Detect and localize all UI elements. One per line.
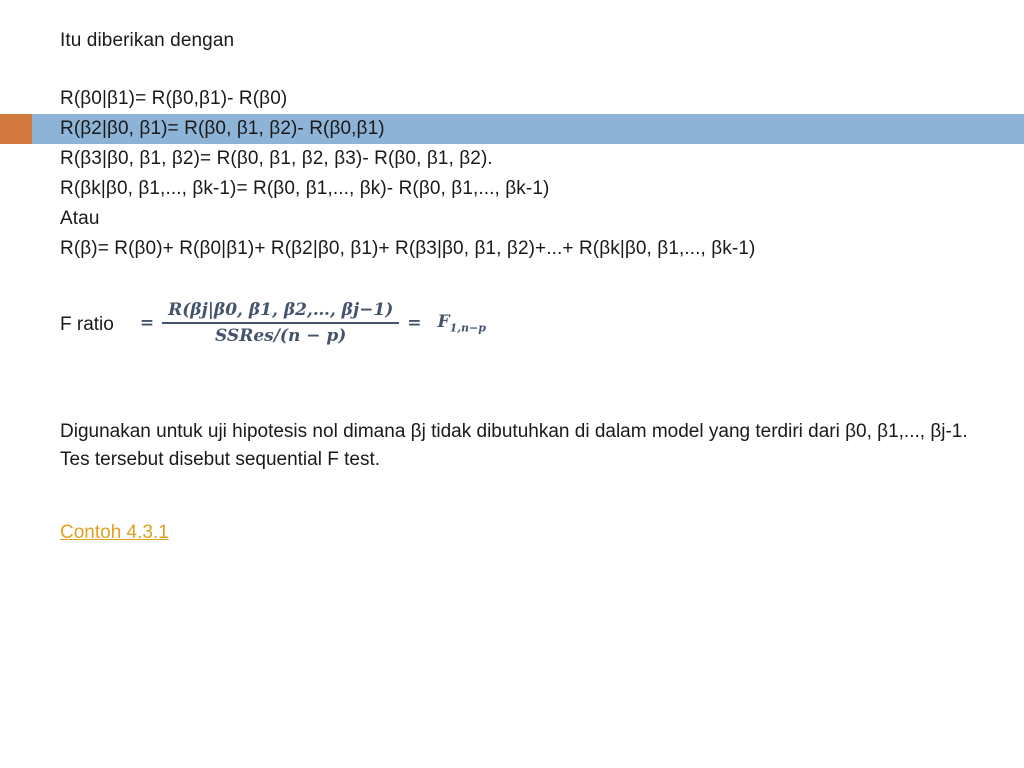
- formula-fraction: [162, 300, 399, 346]
- formula-result-subscript: 1,n−p: [449, 321, 486, 335]
- equation-line-4: R(βk|β0, β1,..., βk-1)= R(β0, β1,..., βk)- R(β0, β1,..., βk-1): [60, 178, 550, 199]
- spacer: [60, 346, 990, 418]
- equation-line-3: R(β3|β0, β1, β2)= R(β0, β1, β2, β3)- R(β0, β1, β2).: [60, 148, 493, 169]
- selection-marker: [0, 114, 32, 144]
- f-ratio-label: F ratio: [60, 314, 114, 335]
- example-link-row: [60, 522, 990, 544]
- formula-equals-1: =: [139, 313, 155, 333]
- atau-label: Atau: [60, 208, 100, 229]
- highlighted-equation-row[interactable]: [60, 114, 990, 144]
- equation-line-2: R(β2|β0, β1)= R(β0, β1, β2)- R(β0,β1): [60, 118, 385, 139]
- spacer: [60, 264, 990, 300]
- formula-result: [438, 312, 486, 334]
- description-paragraph: Digunakan untuk uji hipotesis nol dimana βj tidak dibutuhkan di dalam model yang terdiri dari β0, β1,..., βj-1. Tes tersebut disebut sequential F test.: [60, 421, 968, 470]
- f-ratio-block: [60, 300, 990, 346]
- slide-content: [60, 26, 990, 599]
- contoh-link[interactable]: Contoh 4.3.1: [60, 522, 169, 543]
- spacer: [60, 474, 990, 522]
- spacer: [60, 544, 990, 580]
- sum-equation: R(β)= R(β0)+ R(β0|β1)+ R(β2|β0, β1)+ R(β3|β0, β1, β2)+...+ R(βk|β0, β1,..., βk-1): [60, 238, 756, 259]
- formula-numerator: R(βj|β0, β1, β2,…, βj−1): [168, 300, 394, 320]
- f-ratio-formula: [132, 300, 486, 346]
- equation-line-1: R(β0|β1)= R(β0,β1)- R(β0): [60, 88, 288, 109]
- formula-equals-2: =: [407, 313, 422, 333]
- formula-result-symbol: F: [437, 311, 450, 332]
- intro-text: Itu diberikan dengan: [60, 30, 235, 51]
- formula-denominator: SSRes/(n − p): [215, 326, 347, 346]
- spacer: [60, 56, 990, 84]
- trailing-link-row: [60, 580, 990, 599]
